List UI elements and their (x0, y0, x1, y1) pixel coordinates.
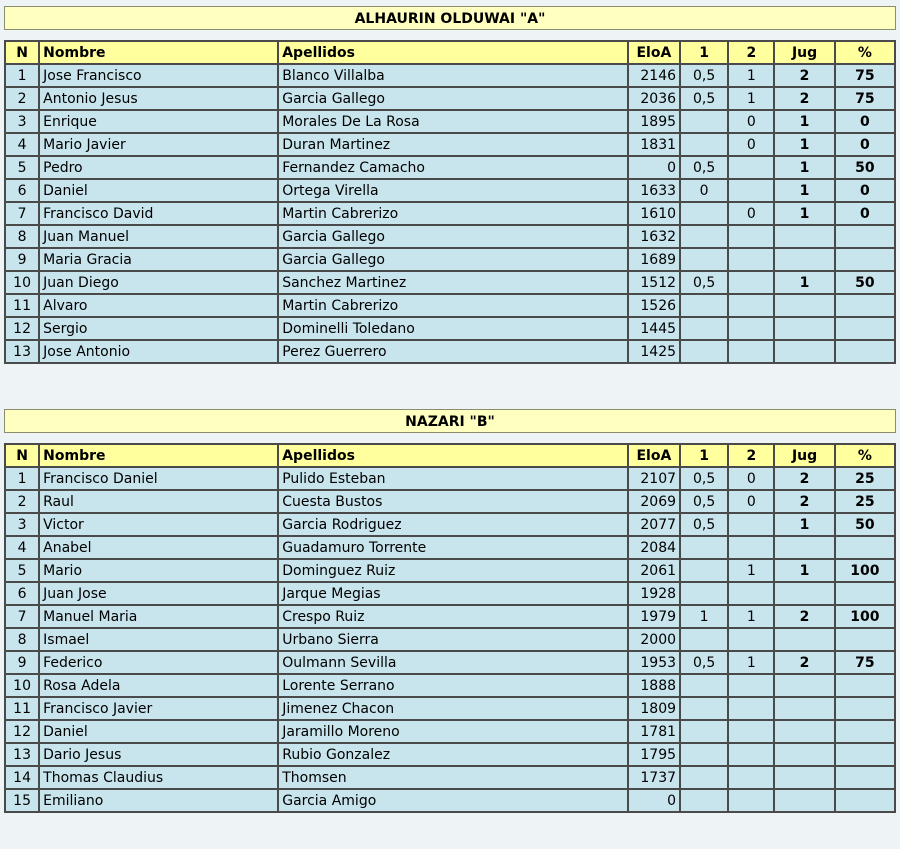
col-apellidos-cell: Urbano Sierra (279, 629, 627, 650)
col-round-1-cell (681, 341, 727, 362)
col-n-cell: 2 (6, 88, 38, 109)
col-round-1-cell (681, 629, 727, 650)
table-row (6, 295, 894, 316)
col-round-1-cell: 0,5 (681, 468, 727, 489)
col-nombre-cell: Enrique (40, 111, 277, 132)
header-col-n: N (6, 42, 38, 63)
col-n-cell: 7 (6, 203, 38, 224)
col-eloa-cell: 1895 (629, 111, 679, 132)
col-round-1-cell: 0,5 (681, 88, 727, 109)
col-n-cell: 11 (6, 295, 38, 316)
col-n-cell: 14 (6, 767, 38, 788)
col-apellidos-cell: Martin Cabrerizo (279, 295, 627, 316)
table-row (6, 514, 894, 535)
col-jug-cell (775, 675, 833, 696)
col-eloa-cell: 0 (629, 790, 679, 811)
table-row (6, 560, 894, 581)
col-apellidos-cell: Crespo Ruiz (279, 606, 627, 627)
col-round-1-cell (681, 226, 727, 247)
col-round-2-cell (729, 272, 773, 293)
header-col-nombre: Nombre (40, 445, 277, 466)
col-n-cell: 12 (6, 318, 38, 339)
col-apellidos-cell: Jimenez Chacon (279, 698, 627, 719)
team-section-alhaurin (4, 6, 896, 364)
col-apellidos-cell: Dominelli Toledano (279, 318, 627, 339)
col-percent-cell: 75 (836, 652, 894, 673)
table-row (6, 629, 894, 650)
col-round-2-cell (729, 767, 773, 788)
table-row (6, 318, 894, 339)
col-jug-cell (775, 767, 833, 788)
col-nombre-cell: Thomas Claudius (40, 767, 277, 788)
col-round-2-cell: 1 (729, 652, 773, 673)
col-jug-cell (775, 226, 833, 247)
col-percent-cell: 0 (836, 134, 894, 155)
col-apellidos-cell: Sanchez Martinez (279, 272, 627, 293)
col-jug-cell: 2 (775, 468, 833, 489)
header-col-percent: % (836, 445, 894, 466)
col-apellidos-cell: Thomsen (279, 767, 627, 788)
col-nombre-cell: Dario Jesus (40, 744, 277, 765)
col-n-cell: 6 (6, 180, 38, 201)
col-eloa-cell: 2069 (629, 491, 679, 512)
header-col-nombre: Nombre (40, 42, 277, 63)
col-round-2-cell (729, 514, 773, 535)
col-eloa-cell: 1689 (629, 249, 679, 270)
col-eloa-cell: 2077 (629, 514, 679, 535)
col-percent-cell: 75 (836, 88, 894, 109)
col-nombre-cell: Mario Javier (40, 134, 277, 155)
col-eloa-cell: 2000 (629, 629, 679, 650)
col-nombre-cell: Mario (40, 560, 277, 581)
col-n-cell: 1 (6, 468, 38, 489)
header-col-round-2: 2 (729, 445, 773, 466)
col-jug-cell (775, 583, 833, 604)
col-nombre-cell: Anabel (40, 537, 277, 558)
col-apellidos-cell: Rubio Gonzalez (279, 744, 627, 765)
header-col-n: N (6, 445, 38, 466)
col-eloa-cell: 1737 (629, 767, 679, 788)
col-nombre-cell: Daniel (40, 180, 277, 201)
col-round-1-cell (681, 537, 727, 558)
col-percent-cell: 100 (836, 560, 894, 581)
col-nombre-cell: Pedro (40, 157, 277, 178)
col-eloa-cell: 2107 (629, 468, 679, 489)
col-round-2-cell: 1 (729, 88, 773, 109)
header-col-jug: Jug (775, 445, 833, 466)
col-n-cell: 4 (6, 134, 38, 155)
col-round-2-cell (729, 249, 773, 270)
col-nombre-cell: Alvaro (40, 295, 277, 316)
col-round-1-cell: 0,5 (681, 652, 727, 673)
col-nombre-cell: Juan Jose (40, 583, 277, 604)
col-jug-cell (775, 698, 833, 719)
col-n-cell: 10 (6, 272, 38, 293)
col-percent-cell: 25 (836, 491, 894, 512)
header-row (6, 42, 894, 63)
col-n-cell: 8 (6, 629, 38, 650)
col-round-1-cell: 1 (681, 606, 727, 627)
col-eloa-cell: 1953 (629, 652, 679, 673)
col-eloa-cell: 1512 (629, 272, 679, 293)
col-jug-cell (775, 295, 833, 316)
col-eloa-cell: 1979 (629, 606, 679, 627)
col-eloa-cell: 2084 (629, 537, 679, 558)
table-row (6, 721, 894, 742)
col-round-2-cell: 0 (729, 134, 773, 155)
col-apellidos-cell: Dominguez Ruiz (279, 560, 627, 581)
col-round-1-cell (681, 721, 727, 742)
col-nombre-cell: Francisco David (40, 203, 277, 224)
col-apellidos-cell: Garcia Gallego (279, 249, 627, 270)
col-jug-cell: 2 (775, 65, 833, 86)
col-n-cell: 9 (6, 249, 38, 270)
col-jug-cell (775, 629, 833, 650)
col-jug-cell (775, 318, 833, 339)
col-percent-cell (836, 721, 894, 742)
col-n-cell: 11 (6, 698, 38, 719)
col-eloa-cell: 1445 (629, 318, 679, 339)
col-jug-cell: 1 (775, 111, 833, 132)
col-percent-cell: 50 (836, 157, 894, 178)
col-apellidos-cell: Fernandez Camacho (279, 157, 627, 178)
col-percent-cell: 0 (836, 180, 894, 201)
col-nombre-cell: Raul (40, 491, 277, 512)
table-row (6, 157, 894, 178)
col-nombre-cell: Juan Manuel (40, 226, 277, 247)
col-round-2-cell (729, 698, 773, 719)
col-jug-cell: 2 (775, 491, 833, 512)
table-row (6, 272, 894, 293)
header-row (6, 445, 894, 466)
table-row (6, 111, 894, 132)
col-round-1-cell (681, 675, 727, 696)
col-n-cell: 3 (6, 111, 38, 132)
col-round-1-cell (681, 790, 727, 811)
col-round-2-cell (729, 295, 773, 316)
col-percent-cell: 50 (836, 272, 894, 293)
col-percent-cell (836, 341, 894, 362)
col-percent-cell: 0 (836, 203, 894, 224)
col-round-1-cell (681, 295, 727, 316)
header-col-round-2: 2 (729, 42, 773, 63)
table-row (6, 341, 894, 362)
col-eloa-cell: 1795 (629, 744, 679, 765)
table-row (6, 698, 894, 719)
col-nombre-cell: Francisco Javier (40, 698, 277, 719)
col-jug-cell: 2 (775, 88, 833, 109)
col-eloa-cell: 2036 (629, 88, 679, 109)
col-nombre-cell: Jose Antonio (40, 341, 277, 362)
col-apellidos-cell: Garcia Amigo (279, 790, 627, 811)
col-eloa-cell: 2146 (629, 65, 679, 86)
table-row (6, 606, 894, 627)
col-apellidos-cell: Ortega Virella (279, 180, 627, 201)
table-row (6, 134, 894, 155)
header-col-apellidos: Apellidos (279, 445, 627, 466)
col-eloa-cell: 1425 (629, 341, 679, 362)
col-n-cell: 13 (6, 744, 38, 765)
col-round-2-cell (729, 157, 773, 178)
col-nombre-cell: Juan Diego (40, 272, 277, 293)
col-nombre-cell: Sergio (40, 318, 277, 339)
col-round-2-cell (729, 629, 773, 650)
col-jug-cell: 1 (775, 272, 833, 293)
col-n-cell: 10 (6, 675, 38, 696)
col-round-1-cell: 0,5 (681, 491, 727, 512)
col-jug-cell: 1 (775, 157, 833, 178)
standings-table (4, 443, 896, 813)
col-nombre-cell: Jose Francisco (40, 65, 277, 86)
col-round-1-cell (681, 767, 727, 788)
col-round-2-cell: 0 (729, 111, 773, 132)
table-row (6, 491, 894, 512)
standings-table (4, 40, 896, 364)
col-nombre-cell: Ismael (40, 629, 277, 650)
col-n-cell: 2 (6, 491, 38, 512)
col-apellidos-cell: Duran Martinez (279, 134, 627, 155)
col-percent-cell: 100 (836, 606, 894, 627)
table-row (6, 744, 894, 765)
col-n-cell: 8 (6, 226, 38, 247)
col-eloa-cell: 1632 (629, 226, 679, 247)
col-percent-cell (836, 675, 894, 696)
team-title: NAZARI "B" (4, 409, 896, 433)
col-n-cell: 12 (6, 721, 38, 742)
table-row (6, 226, 894, 247)
col-eloa-cell: 1888 (629, 675, 679, 696)
table-row (6, 790, 894, 811)
col-round-1-cell: 0,5 (681, 272, 727, 293)
header-col-percent: % (836, 42, 894, 63)
col-round-2-cell: 0 (729, 491, 773, 512)
col-eloa-cell: 1781 (629, 721, 679, 742)
col-round-2-cell: 0 (729, 203, 773, 224)
col-nombre-cell: Emiliano (40, 790, 277, 811)
col-percent-cell: 75 (836, 65, 894, 86)
col-round-1-cell: 0,5 (681, 157, 727, 178)
col-jug-cell: 1 (775, 180, 833, 201)
col-apellidos-cell: Morales De La Rosa (279, 111, 627, 132)
col-apellidos-cell: Garcia Gallego (279, 88, 627, 109)
col-eloa-cell: 1610 (629, 203, 679, 224)
col-nombre-cell: Francisco Daniel (40, 468, 277, 489)
col-round-1-cell (681, 560, 727, 581)
col-eloa-cell: 0 (629, 157, 679, 178)
col-round-2-cell (729, 180, 773, 201)
header-col-apellidos: Apellidos (279, 42, 627, 63)
col-n-cell: 4 (6, 537, 38, 558)
header-col-eloa: EloA (629, 445, 679, 466)
col-round-1-cell (681, 698, 727, 719)
col-apellidos-cell: Blanco Villalba (279, 65, 627, 86)
col-round-2-cell (729, 744, 773, 765)
col-eloa-cell: 1526 (629, 295, 679, 316)
col-percent-cell (836, 698, 894, 719)
table-row (6, 180, 894, 201)
col-jug-cell (775, 249, 833, 270)
col-percent-cell: 50 (836, 514, 894, 535)
col-jug-cell: 2 (775, 652, 833, 673)
col-eloa-cell: 1928 (629, 583, 679, 604)
col-jug-cell (775, 721, 833, 742)
table-row (6, 203, 894, 224)
table-row (6, 583, 894, 604)
col-round-2-cell: 1 (729, 560, 773, 581)
team-section-nazari (4, 409, 896, 813)
header-col-jug: Jug (775, 42, 833, 63)
col-jug-cell: 1 (775, 203, 833, 224)
team-title: ALHAURIN OLDUWAI "A" (4, 6, 896, 30)
col-n-cell: 1 (6, 65, 38, 86)
table-row (6, 65, 894, 86)
col-eloa-cell: 1809 (629, 698, 679, 719)
col-percent-cell (836, 790, 894, 811)
col-nombre-cell: Federico (40, 652, 277, 673)
col-jug-cell (775, 537, 833, 558)
col-jug-cell: 1 (775, 514, 833, 535)
col-percent-cell (836, 744, 894, 765)
col-round-2-cell (729, 318, 773, 339)
col-round-2-cell (729, 537, 773, 558)
col-n-cell: 3 (6, 514, 38, 535)
col-round-2-cell: 1 (729, 65, 773, 86)
header-col-round-1: 1 (681, 445, 727, 466)
col-nombre-cell: Antonio Jesus (40, 88, 277, 109)
col-jug-cell (775, 744, 833, 765)
col-round-1-cell (681, 134, 727, 155)
col-round-2-cell: 1 (729, 606, 773, 627)
col-n-cell: 13 (6, 341, 38, 362)
col-percent-cell (836, 295, 894, 316)
col-round-1-cell (681, 583, 727, 604)
col-round-2-cell (729, 721, 773, 742)
col-apellidos-cell: Jarque Megias (279, 583, 627, 604)
col-n-cell: 5 (6, 560, 38, 581)
col-percent-cell (836, 583, 894, 604)
col-nombre-cell: Rosa Adela (40, 675, 277, 696)
col-round-1-cell (681, 744, 727, 765)
col-nombre-cell: Maria Gracia (40, 249, 277, 270)
col-jug-cell (775, 341, 833, 362)
col-apellidos-cell: Guadamuro Torrente (279, 537, 627, 558)
col-percent-cell (836, 629, 894, 650)
col-percent-cell (836, 767, 894, 788)
col-n-cell: 15 (6, 790, 38, 811)
col-percent-cell (836, 249, 894, 270)
col-apellidos-cell: Garcia Gallego (279, 226, 627, 247)
table-row (6, 675, 894, 696)
table-row (6, 468, 894, 489)
col-nombre-cell: Manuel Maria (40, 606, 277, 627)
col-apellidos-cell: Oulmann Sevilla (279, 652, 627, 673)
col-apellidos-cell: Cuesta Bustos (279, 491, 627, 512)
col-n-cell: 9 (6, 652, 38, 673)
col-round-1-cell: 0,5 (681, 65, 727, 86)
col-nombre-cell: Daniel (40, 721, 277, 742)
col-round-2-cell (729, 341, 773, 362)
col-apellidos-cell: Perez Guerrero (279, 341, 627, 362)
col-round-1-cell (681, 111, 727, 132)
col-round-1-cell (681, 249, 727, 270)
col-apellidos-cell: Pulido Esteban (279, 468, 627, 489)
col-percent-cell (836, 318, 894, 339)
header-col-round-1: 1 (681, 42, 727, 63)
col-round-2-cell (729, 583, 773, 604)
table-row (6, 652, 894, 673)
col-apellidos-cell: Lorente Serrano (279, 675, 627, 696)
col-jug-cell: 1 (775, 134, 833, 155)
header-col-eloa: EloA (629, 42, 679, 63)
col-round-2-cell (729, 226, 773, 247)
col-round-1-cell: 0,5 (681, 514, 727, 535)
col-nombre-cell: Victor (40, 514, 277, 535)
col-n-cell: 5 (6, 157, 38, 178)
col-percent-cell: 25 (836, 468, 894, 489)
col-eloa-cell: 1633 (629, 180, 679, 201)
table-row (6, 537, 894, 558)
col-percent-cell: 0 (836, 111, 894, 132)
col-n-cell: 6 (6, 583, 38, 604)
col-eloa-cell: 2061 (629, 560, 679, 581)
col-apellidos-cell: Jaramillo Moreno (279, 721, 627, 742)
col-round-1-cell (681, 203, 727, 224)
col-round-2-cell (729, 790, 773, 811)
col-jug-cell: 1 (775, 560, 833, 581)
col-round-2-cell (729, 675, 773, 696)
col-jug-cell (775, 790, 833, 811)
col-percent-cell (836, 226, 894, 247)
col-apellidos-cell: Martin Cabrerizo (279, 203, 627, 224)
col-apellidos-cell: Garcia Rodriguez (279, 514, 627, 535)
col-round-1-cell: 0 (681, 180, 727, 201)
table-row (6, 88, 894, 109)
col-round-2-cell: 0 (729, 468, 773, 489)
table-row (6, 249, 894, 270)
col-percent-cell (836, 537, 894, 558)
table-row (6, 767, 894, 788)
col-jug-cell: 2 (775, 606, 833, 627)
col-round-1-cell (681, 318, 727, 339)
col-eloa-cell: 1831 (629, 134, 679, 155)
col-n-cell: 7 (6, 606, 38, 627)
